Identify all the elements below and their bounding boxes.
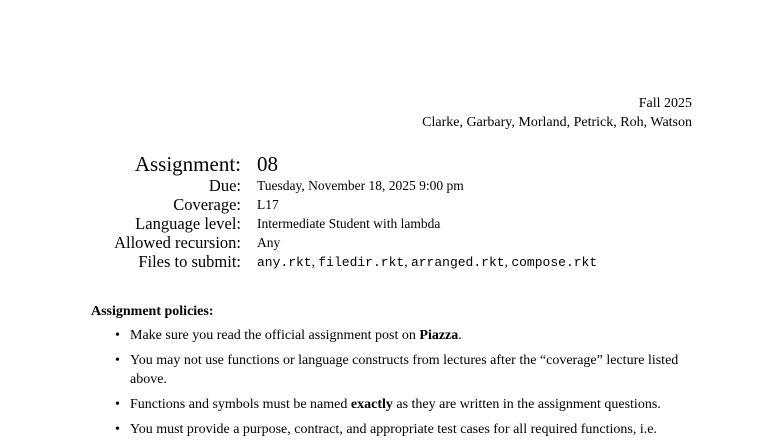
piazza-emphasis: Piazza <box>419 328 459 343</box>
assignment-number: 08 <box>257 152 278 176</box>
term: Fall 2025 <box>638 96 692 111</box>
policies-heading: Assignment policies: <box>91 304 214 319</box>
file-name: any.rkt <box>257 255 312 270</box>
language-value: Intermediate Student with lambda <box>257 216 441 231</box>
instructors: Clarke, Garbary, Morland, Petrick, Roh, Watson <box>422 115 692 130</box>
assignment-row <box>0 152 784 176</box>
coverage-value: L17 <box>257 197 279 212</box>
language-label: Language level: <box>135 214 241 233</box>
policy-item <box>91 420 711 439</box>
files-row <box>0 252 784 271</box>
bullet: • <box>115 422 120 437</box>
course-header <box>422 94 692 132</box>
files-list <box>257 252 597 272</box>
file-name: compose.rkt <box>511 255 598 270</box>
bullet: • <box>115 328 120 343</box>
coverage-label: Coverage: <box>173 195 241 214</box>
due-label: Due: <box>208 176 241 195</box>
file-name: arranged.rkt <box>410 255 505 270</box>
policies-list <box>91 326 711 439</box>
policy-text: You may not use functions or language constructs from lectures after the “coverage” lecture listed above. <box>130 353 679 387</box>
policy-text: . <box>458 328 462 343</box>
policy-text: Make sure you read the official assignment post on <box>130 328 420 343</box>
exactly-emphasis: exactly <box>350 397 393 412</box>
coverage-row <box>0 195 784 214</box>
recursion-row <box>0 233 784 252</box>
recursion-value: Any <box>257 235 281 250</box>
language-row <box>0 214 784 233</box>
due-date: Tuesday, November 18, 2025 9:00 pm <box>257 178 464 193</box>
policy-item <box>91 326 711 345</box>
assignment-policies <box>91 302 711 445</box>
bullet: • <box>115 397 120 412</box>
bullet: • <box>115 353 120 368</box>
policy-item <box>91 395 711 414</box>
policy-text: as they are written in the assignment questions. <box>392 397 661 412</box>
file-separator: , <box>404 254 411 269</box>
recursion-label: Allowed recursion: <box>114 233 241 252</box>
assignment-info <box>0 152 784 271</box>
files-label: Files to submit: <box>138 252 241 271</box>
due-row <box>0 176 784 195</box>
policy-text: Functions and symbols must be named <box>130 397 351 412</box>
policy-text: You must provide a purpose, contract, and appropriate test cases for all required functions, i.e. <box>130 422 657 437</box>
file-separator: , <box>311 254 319 269</box>
assignment-label: Assignment: <box>134 152 241 176</box>
policy-item <box>91 351 711 389</box>
file-separator: , <box>504 254 512 269</box>
file-name: filedir.rkt <box>318 255 405 270</box>
